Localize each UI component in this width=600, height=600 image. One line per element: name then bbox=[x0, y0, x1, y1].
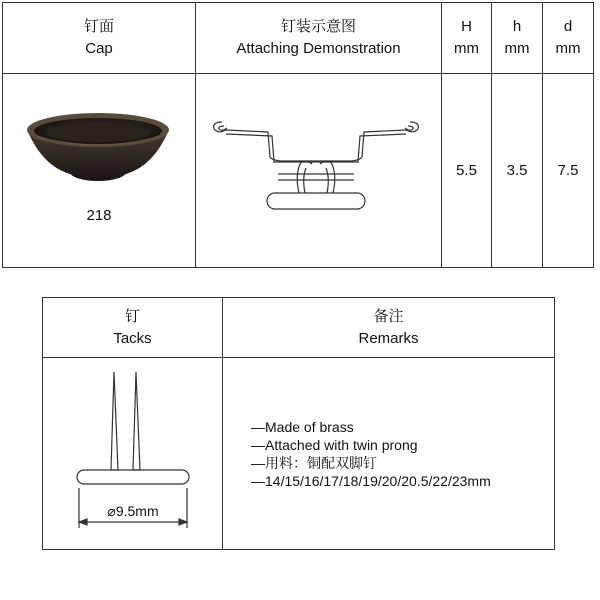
tack-drawing-cell bbox=[43, 358, 223, 550]
demo-cell bbox=[196, 74, 442, 268]
spec-data-row bbox=[3, 74, 594, 268]
tacks-header-en: Tacks bbox=[113, 329, 152, 347]
demo-header bbox=[196, 3, 442, 74]
tacks-header bbox=[43, 298, 223, 358]
demo-header-cn: 钉装示意图 bbox=[280, 18, 356, 35]
cap-photo bbox=[3, 74, 196, 267]
cap-model-number: 218 bbox=[86, 207, 112, 224]
H-value: 5.5 bbox=[442, 74, 492, 268]
remarks-header-en: Remarks bbox=[358, 329, 419, 347]
spec-header-row bbox=[3, 3, 594, 74]
diameter-label: ⌀9.5mm bbox=[107, 503, 159, 519]
remark-line: —14/15/16/17/18/19/20/20.5/22/23mm bbox=[251, 472, 491, 489]
spec-table bbox=[2, 2, 594, 268]
H-label: H bbox=[461, 18, 472, 35]
remarks-header-cn: 备注 bbox=[373, 307, 404, 325]
tacks-table bbox=[42, 297, 555, 550]
tack-drawing bbox=[43, 358, 223, 549]
demo-header-en: Attaching Demonstration bbox=[236, 40, 401, 57]
d-header bbox=[543, 3, 594, 74]
d-unit: mm bbox=[555, 40, 581, 57]
d-value: 7.5 bbox=[543, 74, 594, 268]
cap-header-en: Cap bbox=[85, 40, 113, 57]
H-header bbox=[442, 3, 492, 74]
remark-line: —用料：铜配双脚钉 bbox=[251, 454, 377, 471]
tacks-header-row bbox=[43, 298, 555, 358]
h-value: 3.5 bbox=[492, 74, 543, 268]
h-unit: mm bbox=[504, 40, 530, 57]
tacks-data-row bbox=[43, 358, 555, 550]
remark-line: —Made of brass bbox=[251, 418, 354, 435]
H-unit: mm bbox=[454, 40, 479, 57]
cap-header-cn: 钉面 bbox=[83, 18, 114, 35]
d-label: d bbox=[563, 18, 573, 35]
cap-cell bbox=[3, 74, 196, 268]
tacks-header-cn: 钉 bbox=[124, 307, 140, 325]
remark-line: —Attached with twin prong bbox=[251, 436, 418, 453]
cap-header bbox=[3, 3, 196, 74]
h-header bbox=[492, 3, 543, 74]
remarks-cell bbox=[223, 358, 555, 550]
remarks-header bbox=[223, 298, 555, 358]
attaching-diagram bbox=[196, 74, 442, 267]
h-label: h bbox=[512, 18, 522, 35]
